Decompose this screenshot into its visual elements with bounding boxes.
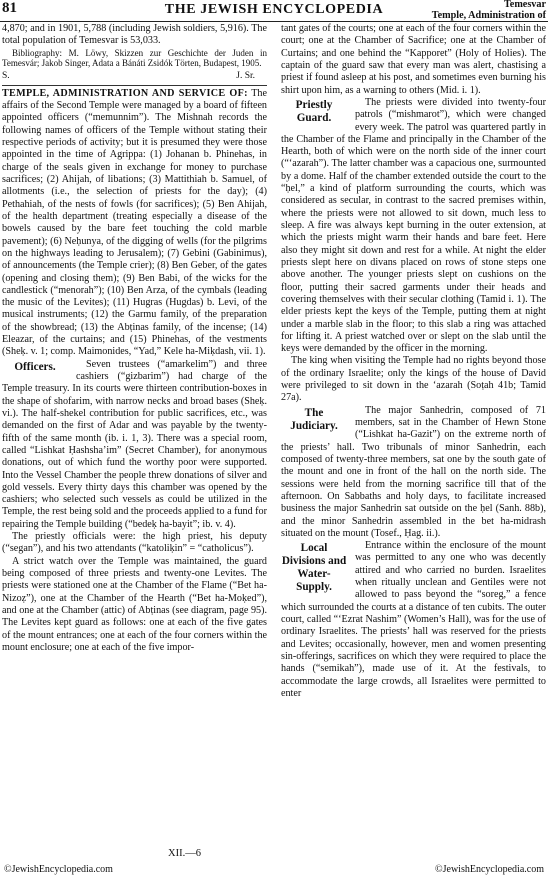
footer-website-right[interactable]: ©JewishEncyclopedia.com [435, 864, 544, 875]
right-paragraph-4: The major Sanhedrin, composed of 71 members, sat in the Chamber of Hewn Stone (“Lishkat ha-Gazit”) on the extreme north of the priests’ hall. Two tribunals of minor Sanhedrin, each composed of twenty-three members, sat one by the south gate of the mount and one in front of the hall on the north side. The sessions were held from the morning sacrifice till that of the afternoon. On Sabbaths and holy days, to facilitate increased business the major Sanhedrin sat outside on the ḥel (Sanh. 88b), and the minor Sanhedrin assembled in the bet ha-midrash situated on the mount (Tosef., Ḥag. ii.). [281, 404, 546, 539]
signature-line [2, 70, 267, 83]
right-paragraph-1: tant gates of the courts; one at each of the four corners within the court; one at the Chamber of Sacrifice; one at the Chamber of Curtains; and one behind the “Kapporet” (Holy of Holies). The captain of the guard saw that every man was alert, chastising a priest if found asleep at his post, and sometimes even burning his shirt upon him, as a warning to others (Mid. i. 1). [281, 23, 546, 96]
section-divider [2, 85, 267, 86]
right-paragraph-2: The priests were divided into twenty-four patrols (“mishmarot”), which were changed every week. The patrol was quartered partly in the Chamber of the Flame and principally in the Chamber of the Hearth, both of which were on the north side of the inner court (“‘azarah”). The latter chamber was a capacious one, surmounted by a dome. Half of the chamber extended outside the court to the “ḥel,” a kind of platform surrounding the courts, which was considered as secular, in contrast to the sacred premises within, where the priests were not allowed to sit down, much less to sleep. A fire was always kept burning in the outer extension, at which the priests might warm their hands and bare feet. Here also they might sit down and rest for a while. At night the elder priests slept here on divans placed on rows of stone steps one above another. The younger priests slept on cushions on the floor, putting their sacred garments under their heads and covering themselves with their secular clothing (Tamid i. 1). The elder priests kept the keys of the Temple, putting them at night under a marble slab in the floor; to this slab a ring was attached for lifting it. A priest watched over or slept on the slab until the keys were demanded by the officer in the morning. [281, 96, 546, 355]
right-paragraph-5: Entrance within the enclosure of the mount was permitted to any one who was decently attired and who carried no burden. Israelites when ritually unclean and Gentiles were not allowed to pass beyond the “soreg,” a fence which surrounded the courts at a distance of ten cubits. The outer court, called “‘Ezrat Nashim” (Women’s Hall), was for the use of ordinary Israelites. The priests’ hall was reserved for the priests and Levites; occasionally, however, men and women presenting sin-offerings, sacrifices on which they were required to place the hands (“semikah”), made use of it. At the festivals, to accommodate the large crowds, all Israelites were permitted to enter [281, 540, 546, 699]
article-paragraph-1 [2, 88, 267, 359]
footer-website-left[interactable]: ©JewishEncyclopedia.com [4, 864, 113, 875]
intro-paragraph: 4,870; and in 1901, 5,788 (including Jewish soldiers, 5,916). The total population of Temesvar is 53,033. [2, 23, 267, 47]
signature-left: S. [2, 70, 10, 81]
running-head-line-2: Temple, Administration of [431, 9, 546, 21]
running-head-line-1: Temesvar [503, 0, 546, 10]
footer-volume: XII.—6 [168, 848, 201, 859]
article-paragraph-2: Seven trustees (“amarkelim”) and three cashiers (“gizbarim”) had charge of the Temple treasury. In its courts were thirteen contribution-boxes in the shape of shofarim, with narrow necks and broad bases (Sheḳ. vi.). The half-shekel contribution for public sacrifices, etc., was demanded on the first of Adar and was payable by the twenty-fifth of the same month (ib. i. 1, 3). There was a special room, called “Lishkat Ḥashsha’im” (Secret Chamber), for anonymous donations, out of which fund the worthy poor were supported. Into the Vessel Chamber the people threw donations of silver and gold vessels. Every thirty days this chamber was opened by the cashiers; who selected such vessels as could be utilized in the Temple, the rest being sold and the proceeds applied to a fund for repairing the Temple building (“bedeḳ ha-bayit”; ib. v. 4). [2, 358, 267, 530]
right-paragraph-3: The king when visiting the Temple had no rights beyond those of the ordinary Israelite; only the kings of the house of David were privileged to sit down in the ‘azarah (Soṭah 41b; Tamid 27a). [281, 355, 546, 404]
page-header [0, 0, 548, 22]
sidenote-local-divisions: Local Divisions and Water-Supply. [281, 542, 347, 594]
article-title: TEMPLE, ADMINISTRATION AND SERVICE OF: [2, 87, 248, 99]
article-paragraph-4: A strict watch over the Temple was maintained, the guard being composed of three priests and twenty-one Levites. The priests were stationed one at the Chamber of the Flame (“Bet ha-Nizoẓ”), one at the Chamber of the Hearth (“Bet ha-Moḳed”), and one at the Chamber (attic) of Abṭinas (see diagram, page 95). The Levites kept guard as follows: one at each of the five gates of the mount entrances; one at each of the four corners within the mount enclosure; one at each of the five impor- [2, 555, 267, 653]
right-column [281, 23, 546, 700]
page-number: 81 [2, 0, 17, 16]
bibliography: Bibliography: M. Löwy, Skizzen zur Geschichte der Juden in Temesvár; Jakob Singer, Adata a Bánáti Zsidók Törten, Budapest, 1905. [2, 47, 267, 69]
journal-title: THE JEWISH ENCYCLOPEDIA [164, 2, 384, 17]
article-paragraph-1-text: The affairs of the Second Temple were managed by a board of fifteen appointed officers (“memunnim”). The Mishnah records the following names of officers of the Temple without stating their respective periods of activity; but it is presumed they were those appointed in the time of Agrippa: (1) Johanan b. Phinehas, in charge of the seals given in exchange for money to purchase sacrifices; (2) Ahijah, of libations; (3) Mattithiah b. Samuel, of allotments (i.e., the selection of priests for the day); (4) Pethahiah, of the nests of fowls (for sacrifices); (5) Ben Ahijah, of the health department (treating especially a disease of the bowels caused by the bare feet touching the cold marble pavement); (6) Neḥunya, of the digging of wells (for the pilgrims on the highways leading to Jerusalem); (7) Gebini (Gabinimus), of announcements (the Temple crier); (8) Ben Geber, of the gates (opening and closing them); (9) Ben Babi, of the wicks for the candlestick (“menorah”); (10) Ben Arza, of the cymbals (leading the music of the Levites); (11) Hugras (Hugdas) b. Levi, of the musical instruments; (12) the Garmu family, of the preparation of the showbread; (13) the Abṭinas family, of the incense; (14) Eleazar, of the curtains; and (15) Phinehas, of the vestments (Sheḳ. v. 1; comp. Maimonides, “Yad,” Kele ha-Miḳdash, vii. 1). [2, 87, 267, 358]
sidenote-judiciary: The Judiciary. [290, 406, 338, 432]
signature-right: J. Sr. [236, 70, 255, 81]
left-column [2, 23, 267, 654]
sidenote-priestly-guard: Priestly Guard. [295, 98, 333, 124]
running-head [432, 0, 546, 21]
sidenote-officers: Officers. [14, 360, 56, 373]
article-paragraph-3: The priestly officials were: the high priest, his deputy (“segan”), and his two attendants (“katoliḳin” = “catholicus”). [2, 531, 267, 555]
